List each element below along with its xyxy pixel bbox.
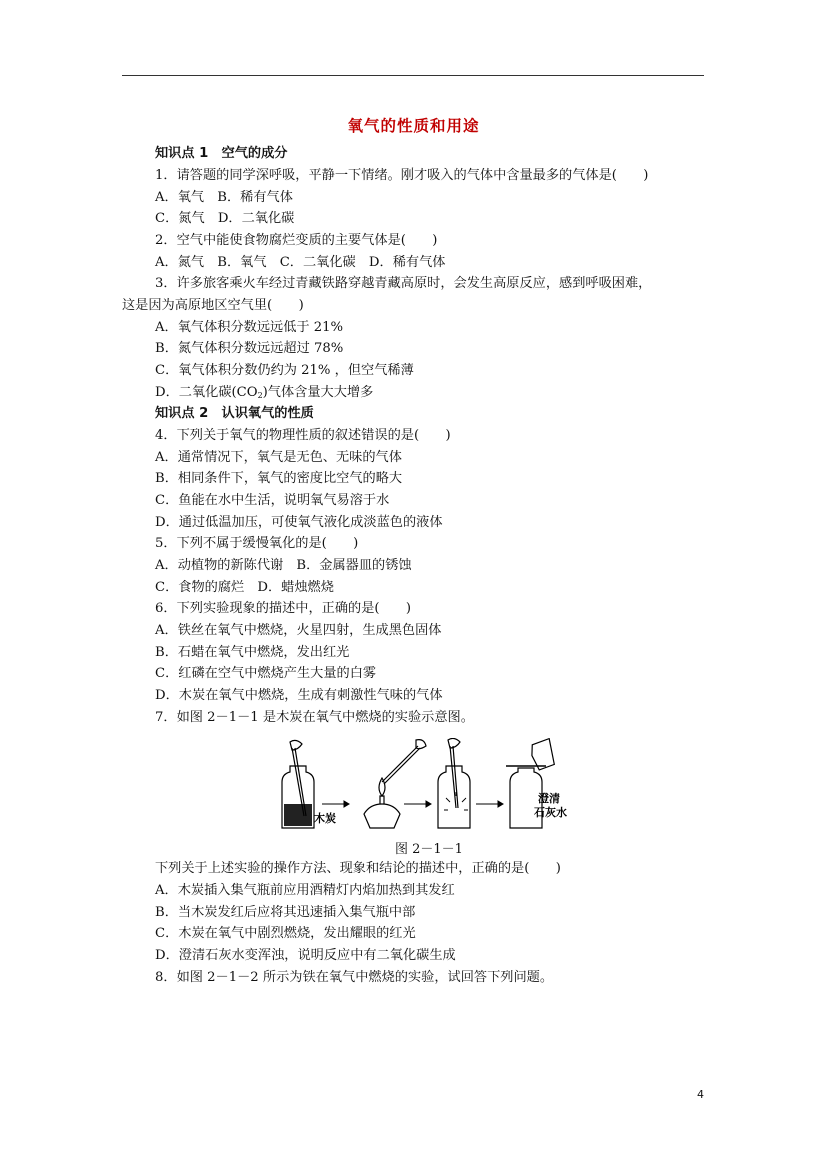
question-8: 8．如图 2－1－2 所示为铁在氧气中燃烧的实验，试回答下列问题。	[155, 970, 554, 985]
gas-jar-burning	[438, 738, 470, 828]
option-line: A．氧气 B．稀有气体	[155, 190, 293, 205]
option-line: C．鱼能在水中生活，说明氧气易溶于水	[155, 493, 390, 508]
option-line: C．木炭在氧气中剧烈燃烧，发出耀眼的红光	[155, 926, 416, 941]
question-7: 7．如图 2－1－1 是木炭在氧气中燃烧的实验示意图。	[155, 710, 474, 725]
charcoal-label: 木炭	[314, 812, 336, 825]
question-4: 4．下列关于氧气的物理性质的叙述错误的是( )	[155, 428, 451, 443]
option-line: D．木炭在氧气中燃烧，生成有刺激性气味的气体	[155, 688, 443, 703]
section-heading-2: 知识点 2 认识氧气的性质	[155, 406, 314, 421]
question-2: 2．空气中能使食物腐烂变质的主要气体是( )	[155, 233, 438, 248]
gas-jar-with-charcoal	[282, 740, 314, 828]
co2-prefix: D．二氧化碳(CO	[155, 385, 258, 400]
arrow-icon	[476, 801, 503, 807]
option-line: A．氧气体积分数远远低于 21%	[155, 320, 344, 335]
option-line: C．红磷在空气中燃烧产生大量的白雾	[155, 666, 377, 681]
question-7-stem: 下列关于上述实验的操作方法、现象和结论的描述中，正确的是( )	[155, 861, 561, 876]
question-3-continued: 这是因为高原地区空气里( )	[122, 298, 304, 313]
experiment-figure	[270, 738, 570, 834]
alcohol-lamp	[364, 740, 426, 828]
option-line: A．通常情况下，氧气是无色、无味的气体	[155, 450, 402, 465]
option-line: C．氧气体积分数仍约为 21% ，但空气稀薄	[155, 363, 414, 378]
arrow-icon	[404, 801, 431, 807]
option-line: C．食物的腐烂 D．蜡烛燃烧	[155, 580, 334, 595]
option-line: D．通过低温加压，可使氧气液化成淡蓝色的液体	[155, 515, 443, 530]
option-line: A．氮气 B．氧气 C．二氧化碳 D．稀有气体	[155, 255, 446, 270]
option-line: B．当木炭发红后应将其迅速插入集气瓶中部	[155, 905, 416, 920]
figure-caption: 图 2－1－1	[395, 842, 463, 857]
option-line-co2	[155, 384, 373, 405]
limewater-label-1: 澄清	[538, 792, 560, 805]
option-line: A．动植物的新陈代谢 B．金属器皿的锈蚀	[155, 558, 412, 573]
arrow-icon	[322, 801, 349, 807]
question-6: 6．下列实验现象的描述中，正确的是( )	[155, 601, 412, 616]
option-line: C．氮气 D．二氧化碳	[155, 211, 295, 226]
limewater-label-2: 石灰水	[534, 806, 567, 819]
option-line: B．石蜡在氧气中燃烧，发出红光	[155, 645, 350, 660]
option-line: B．相同条件下，氧气的密度比空气的略大	[155, 471, 403, 486]
question-1: 1．请答题的同学深呼吸，平静一下情绪。刚才吸入的气体中含量最多的气体是( )	[155, 168, 649, 183]
option-line: A．铁丝在氧气中燃烧，火星四射，生成黑色固体	[155, 623, 442, 638]
option-line: B．氮气体积分数远远超过 78%	[155, 341, 344, 356]
co2-subscript: 2	[257, 391, 263, 400]
option-line: A．木炭插入集气瓶前应用酒精灯内焰加热到其发红	[155, 883, 455, 898]
question-5: 5．下列不属于缓慢氧化的是( )	[155, 536, 359, 551]
header-rule	[122, 75, 704, 76]
co2-suffix: )气体含量大大增多	[262, 385, 374, 400]
page-title: 氧气的性质和用途	[347, 117, 480, 135]
section-heading-1: 知识点 1 空气的成分	[155, 146, 288, 161]
question-3: 3．许多旅客乘火车经过青藏铁路穿越青藏高原时，会发生高原反应，感到呼吸困难，	[155, 276, 652, 291]
option-line: D．澄清石灰水变浑浊，说明反应中有二氧化碳生成	[155, 948, 456, 963]
page-number: 4	[697, 1088, 704, 1101]
